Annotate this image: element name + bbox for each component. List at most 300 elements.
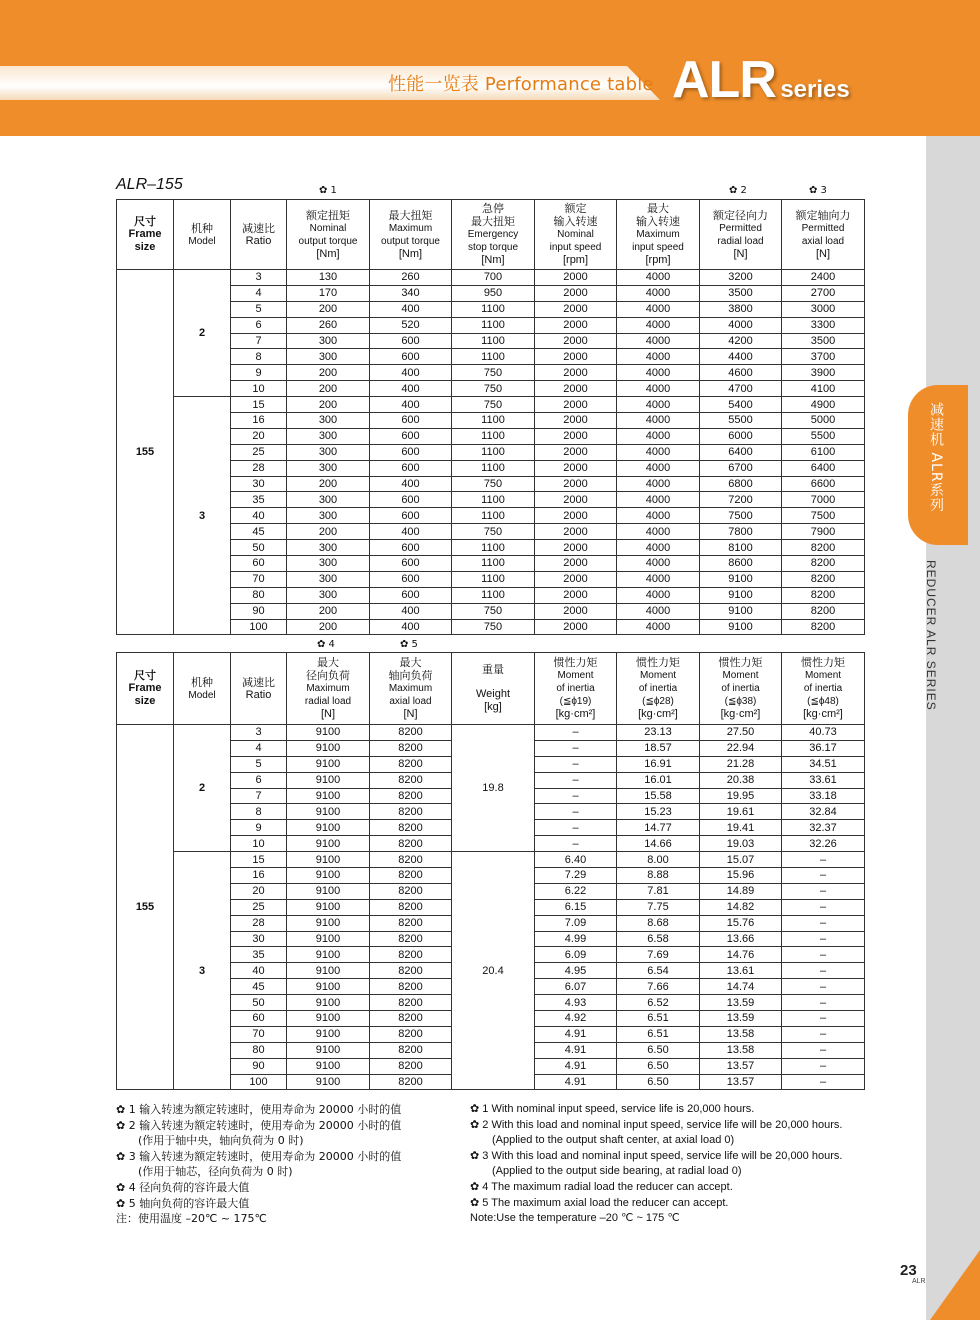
emergency-torque-cell: 1100 <box>452 301 535 317</box>
max-torque-cell: 520 <box>370 317 452 333</box>
axial-load-cell: 8200 <box>782 603 865 619</box>
max-axial-load-cell: 8200 <box>370 947 452 963</box>
nominal-torque-cell: 260 <box>287 317 370 333</box>
inertia-28-cell: 7.75 <box>617 899 700 915</box>
max-axial-load-cell: 8200 <box>370 740 452 756</box>
emergency-torque-cell: 750 <box>452 619 535 635</box>
ratio-cell: 70 <box>231 1026 287 1042</box>
max-torque-cell: 340 <box>370 285 452 301</box>
ratio-cell: 8 <box>231 804 287 820</box>
max-torque-cell: 400 <box>370 365 452 381</box>
footnote-mark-3: ✿ 3 <box>809 185 827 196</box>
inertia-19-cell: 6.15 <box>535 899 617 915</box>
nominal-speed-cell: 2000 <box>535 349 617 365</box>
max-axial-load-cell: 8200 <box>370 836 452 852</box>
axial-load-cell: 7500 <box>782 508 865 524</box>
emergency-torque-cell: 1100 <box>452 492 535 508</box>
max-speed-cell: 4000 <box>617 285 700 301</box>
inertia-48-cell: – <box>782 1011 865 1027</box>
max-torque-cell: 400 <box>370 476 452 492</box>
header-nominal-speed: 额定 输入转速 Nominal input speed [rpm] <box>535 200 617 270</box>
emergency-torque-cell: 1100 <box>452 587 535 603</box>
max-radial-load-cell: 9100 <box>287 899 370 915</box>
inertia-48-cell: – <box>782 899 865 915</box>
max-torque-cell: 600 <box>370 508 452 524</box>
max-radial-load-cell: 9100 <box>287 788 370 804</box>
emergency-torque-cell: 750 <box>452 365 535 381</box>
ratio-cell: 16 <box>231 413 287 429</box>
max-speed-cell: 4000 <box>617 413 700 429</box>
note-line: ✿ 3 With this load and nominal input speed, service life will be 20,000 hours. <box>470 1149 843 1162</box>
ratio-cell: 45 <box>231 979 287 995</box>
inertia-38-cell: 13.59 <box>700 995 782 1011</box>
ratio-cell: 50 <box>231 540 287 556</box>
nominal-speed-cell: 2000 <box>535 603 617 619</box>
nominal-speed-cell: 2000 <box>535 428 617 444</box>
inertia-38-cell: 13.66 <box>700 931 782 947</box>
header-nominal-torque: 额定扭矩 Nominal output torque [Nm] <box>287 200 370 270</box>
max-axial-load-cell: 8200 <box>370 772 452 788</box>
inertia-38-cell: 15.96 <box>700 868 782 884</box>
inertia-48-cell: – <box>782 915 865 931</box>
inertia-28-cell: 7.66 <box>617 979 700 995</box>
emergency-torque-cell: 1100 <box>452 317 535 333</box>
inertia-28-cell: 6.51 <box>617 1011 700 1027</box>
inertia-19-cell: 4.91 <box>535 1026 617 1042</box>
ratio-cell: 35 <box>231 492 287 508</box>
max-radial-load-cell: 9100 <box>287 1058 370 1074</box>
max-speed-cell: 4000 <box>617 619 700 635</box>
table-1-body <box>117 270 865 635</box>
nominal-torque-cell: 200 <box>287 619 370 635</box>
inertia-48-cell: 33.61 <box>782 772 865 788</box>
ratio-cell: 4 <box>231 285 287 301</box>
ratio-cell: 5 <box>231 756 287 772</box>
ratio-cell: 6 <box>231 317 287 333</box>
max-radial-load-cell: 9100 <box>287 868 370 884</box>
header-inertia-19: 惯性力矩 Moment of inertia (≦ϕ19) [kg·cm²] <box>535 653 617 725</box>
max-radial-load-cell: 9100 <box>287 931 370 947</box>
nominal-speed-cell: 2000 <box>535 460 617 476</box>
note-line: ✿ 4 The maximum radial load the reducer can accept. <box>470 1180 733 1193</box>
inertia-19-cell: – <box>535 725 617 741</box>
inertia-38-cell: 20.38 <box>700 772 782 788</box>
axial-load-cell: 7900 <box>782 524 865 540</box>
nominal-torque-cell: 200 <box>287 524 370 540</box>
max-radial-load-cell: 9100 <box>287 804 370 820</box>
emergency-torque-cell: 750 <box>452 476 535 492</box>
note-line: ✿ 1 With nominal input speed, service life is 20,000 hours. <box>470 1103 755 1115</box>
inertia-38-cell: 19.41 <box>700 820 782 836</box>
ratio-cell: 7 <box>231 333 287 349</box>
axial-load-cell: 2400 <box>782 270 865 286</box>
inertia-19-cell: – <box>535 820 617 836</box>
inertia-38-cell: 22.94 <box>700 740 782 756</box>
axial-load-cell: 3700 <box>782 349 865 365</box>
max-radial-load-cell: 9100 <box>287 852 370 868</box>
inertia-48-cell: – <box>782 947 865 963</box>
max-radial-load-cell: 9100 <box>287 820 370 836</box>
note-line: (Applied to the output side bearing, at radial load 0) <box>492 1165 742 1178</box>
max-axial-load-cell: 8200 <box>370 963 452 979</box>
ratio-cell: 5 <box>231 301 287 317</box>
max-torque-cell: 600 <box>370 444 452 460</box>
max-radial-load-cell: 9100 <box>287 1011 370 1027</box>
header-ratio: 减速比 Ratio <box>231 200 287 270</box>
max-speed-cell: 4000 <box>617 333 700 349</box>
radial-load-cell: 3500 <box>700 285 782 301</box>
inertia-38-cell: 19.95 <box>700 788 782 804</box>
axial-load-cell: 3500 <box>782 333 865 349</box>
max-radial-load-cell: 9100 <box>287 1074 370 1090</box>
inertia-19-cell: 6.22 <box>535 883 617 899</box>
ratio-cell: 30 <box>231 931 287 947</box>
max-radial-load-cell: 9100 <box>287 1042 370 1058</box>
inertia-19-cell: 4.91 <box>535 1042 617 1058</box>
radial-load-cell: 7500 <box>700 508 782 524</box>
inertia-48-cell: – <box>782 883 865 899</box>
table-row <box>117 852 865 868</box>
axial-load-cell: 8200 <box>782 587 865 603</box>
emergency-torque-cell: 1100 <box>452 556 535 572</box>
ratio-cell: 40 <box>231 963 287 979</box>
footnote-mark-2: ✿ 2 <box>729 185 747 196</box>
max-axial-load-cell: 8200 <box>370 1042 452 1058</box>
axial-load-cell: 7000 <box>782 492 865 508</box>
ratio-cell: 10 <box>231 381 287 397</box>
inertia-48-cell: – <box>782 1026 865 1042</box>
side-label-cn: 减速机 ALR系列 <box>928 402 944 513</box>
inertia-19-cell: – <box>535 804 617 820</box>
note-line: (作用于轴芯，径向负荷为 0 时) <box>138 1165 293 1179</box>
max-axial-load-cell: 8200 <box>370 1011 452 1027</box>
axial-load-cell: 2700 <box>782 285 865 301</box>
ratio-cell: 10 <box>231 836 287 852</box>
max-speed-cell: 4000 <box>617 571 700 587</box>
nominal-torque-cell: 170 <box>287 285 370 301</box>
inertia-48-cell: – <box>782 852 865 868</box>
inertia-28-cell: 15.58 <box>617 788 700 804</box>
nominal-torque-cell: 300 <box>287 508 370 524</box>
nominal-speed-cell: 2000 <box>535 476 617 492</box>
inertia-48-cell: 32.26 <box>782 836 865 852</box>
max-speed-cell: 4000 <box>617 444 700 460</box>
inertia-19-cell: 6.09 <box>535 947 617 963</box>
inertia-38-cell: 13.58 <box>700 1026 782 1042</box>
inertia-38-cell: 14.82 <box>700 899 782 915</box>
nominal-speed-cell: 2000 <box>535 381 617 397</box>
max-radial-load-cell: 9100 <box>287 995 370 1011</box>
max-axial-load-cell: 8200 <box>370 788 452 804</box>
max-axial-load-cell: 8200 <box>370 915 452 931</box>
axial-load-cell: 3000 <box>782 301 865 317</box>
inertia-48-cell: 40.73 <box>782 725 865 741</box>
radial-load-cell: 3800 <box>700 301 782 317</box>
radial-load-cell: 4000 <box>700 317 782 333</box>
model-cell: 2 <box>174 270 231 397</box>
inertia-28-cell: 16.91 <box>617 756 700 772</box>
ratio-cell: 50 <box>231 995 287 1011</box>
radial-load-cell: 8100 <box>700 540 782 556</box>
nominal-speed-cell: 2000 <box>535 285 617 301</box>
max-torque-cell: 600 <box>370 349 452 365</box>
radial-load-cell: 9100 <box>700 603 782 619</box>
emergency-torque-cell: 950 <box>452 285 535 301</box>
inertia-28-cell: 14.66 <box>617 836 700 852</box>
radial-load-cell: 6400 <box>700 444 782 460</box>
emergency-torque-cell: 750 <box>452 603 535 619</box>
ratio-cell: 60 <box>231 556 287 572</box>
nominal-torque-cell: 130 <box>287 270 370 286</box>
series-logo <box>672 50 850 110</box>
inertia-28-cell: 7.69 <box>617 947 700 963</box>
note-line: Note:Use the temperature –20 ℃ ~ 175 ℃ <box>470 1212 680 1225</box>
nominal-speed-cell: 2000 <box>535 587 617 603</box>
ratio-cell: 4 <box>231 740 287 756</box>
inertia-38-cell: 15.07 <box>700 852 782 868</box>
emergency-torque-cell: 1100 <box>452 508 535 524</box>
header-ratio: 减速比 Ratio <box>231 653 287 725</box>
max-speed-cell: 4000 <box>617 460 700 476</box>
ratio-cell: 20 <box>231 428 287 444</box>
inertia-28-cell: 6.58 <box>617 931 700 947</box>
note-line: (作用于轴中央，轴向负荷为 0 时) <box>138 1134 304 1148</box>
series-logo-sub: series <box>780 76 850 103</box>
inertia-19-cell: – <box>535 772 617 788</box>
nominal-torque-cell: 300 <box>287 492 370 508</box>
inertia-28-cell: 6.50 <box>617 1074 700 1090</box>
note-line: ✿ 4 径向负荷的容许最大值 <box>116 1180 250 1194</box>
notes-english <box>470 1102 842 1227</box>
emergency-torque-cell: 1100 <box>452 349 535 365</box>
frame-size-cell: 155 <box>117 725 174 1090</box>
header-max-torque: 最大扭矩 Maximum output torque [Nm] <box>370 200 452 270</box>
max-torque-cell: 600 <box>370 428 452 444</box>
radial-load-cell: 6700 <box>700 460 782 476</box>
footnote-mark-4: ✿ 4 <box>317 639 335 650</box>
max-radial-load-cell: 9100 <box>287 947 370 963</box>
header-model: 机种 Model <box>174 200 231 270</box>
table-2-body <box>117 725 865 1090</box>
page-corner <box>930 1250 980 1320</box>
axial-load-cell: 8200 <box>782 540 865 556</box>
nominal-speed-cell: 2000 <box>535 333 617 349</box>
emergency-torque-cell: 1100 <box>452 444 535 460</box>
max-radial-load-cell: 9100 <box>287 836 370 852</box>
side-strip <box>926 136 980 1320</box>
ratio-cell: 3 <box>231 270 287 286</box>
ratio-cell: 25 <box>231 899 287 915</box>
ratio-cell: 3 <box>231 725 287 741</box>
axial-load-cell: 8200 <box>782 556 865 572</box>
page-number: 23 <box>900 1262 917 1279</box>
inertia-38-cell: 13.58 <box>700 1042 782 1058</box>
note-line: (Applied to the output shaft center, at axial load 0) <box>492 1134 735 1147</box>
inertia-28-cell: 23.13 <box>617 725 700 741</box>
axial-load-cell: 8200 <box>782 571 865 587</box>
max-axial-load-cell: 8200 <box>370 931 452 947</box>
inertia-19-cell: – <box>535 756 617 772</box>
emergency-torque-cell: 1100 <box>452 333 535 349</box>
radial-load-cell: 5400 <box>700 397 782 413</box>
ratio-cell: 7 <box>231 788 287 804</box>
inertia-38-cell: 19.61 <box>700 804 782 820</box>
axial-load-cell: 5000 <box>782 413 865 429</box>
nominal-torque-cell: 300 <box>287 460 370 476</box>
inertia-48-cell: – <box>782 995 865 1011</box>
emergency-torque-cell: 700 <box>452 270 535 286</box>
max-axial-load-cell: 8200 <box>370 852 452 868</box>
model-title: ALR–155 <box>116 176 183 193</box>
axial-load-cell: 5500 <box>782 428 865 444</box>
note-line: ✿ 2 输入转速为额定转速时，使用寿命为 20000 小时的值 <box>116 1118 402 1132</box>
nominal-speed-cell: 2000 <box>535 540 617 556</box>
radial-load-cell: 9100 <box>700 571 782 587</box>
inertia-28-cell: 6.51 <box>617 1026 700 1042</box>
header-frame-size: 尺寸 Frame size <box>117 653 174 725</box>
max-radial-load-cell: 9100 <box>287 725 370 741</box>
nominal-torque-cell: 200 <box>287 381 370 397</box>
max-speed-cell: 4000 <box>617 397 700 413</box>
max-torque-cell: 600 <box>370 571 452 587</box>
max-axial-load-cell: 8200 <box>370 899 452 915</box>
inertia-38-cell: 19.03 <box>700 836 782 852</box>
inertia-38-cell: 13.59 <box>700 1011 782 1027</box>
note-line: ✿ 5 The maximum axial load the reducer can accept. <box>470 1196 729 1209</box>
radial-load-cell: 7800 <box>700 524 782 540</box>
header-emergency-torque: 急停 最大扭矩 Emergency stop torque [Nm] <box>452 200 535 270</box>
radial-load-cell: 6800 <box>700 476 782 492</box>
radial-load-cell: 3200 <box>700 270 782 286</box>
nominal-torque-cell: 200 <box>287 301 370 317</box>
max-radial-load-cell: 9100 <box>287 772 370 788</box>
weight-cell: 20.4 <box>452 852 535 1090</box>
inertia-19-cell: 7.29 <box>535 868 617 884</box>
nominal-torque-cell: 300 <box>287 333 370 349</box>
inertia-48-cell: – <box>782 979 865 995</box>
notes-chinese <box>116 1102 401 1227</box>
radial-load-cell: 4700 <box>700 381 782 397</box>
max-axial-load-cell: 8200 <box>370 995 452 1011</box>
nominal-torque-cell: 300 <box>287 428 370 444</box>
header-inertia-28: 惯性力矩 Moment of inertia (≦ϕ28) [kg·cm²] <box>617 653 700 725</box>
ratio-cell: 16 <box>231 868 287 884</box>
nominal-speed-cell: 2000 <box>535 413 617 429</box>
nominal-torque-cell: 300 <box>287 556 370 572</box>
ratio-cell: 60 <box>231 1011 287 1027</box>
inertia-28-cell: 8.00 <box>617 852 700 868</box>
inertia-19-cell: 4.93 <box>535 995 617 1011</box>
inertia-48-cell: – <box>782 1074 865 1090</box>
inertia-28-cell: 8.88 <box>617 868 700 884</box>
max-speed-cell: 4000 <box>617 381 700 397</box>
emergency-torque-cell: 1100 <box>452 413 535 429</box>
max-radial-load-cell: 9100 <box>287 883 370 899</box>
max-torque-cell: 400 <box>370 381 452 397</box>
emergency-torque-cell: 750 <box>452 381 535 397</box>
max-axial-load-cell: 8200 <box>370 868 452 884</box>
max-radial-load-cell: 9100 <box>287 979 370 995</box>
radial-load-cell: 5500 <box>700 413 782 429</box>
ratio-cell: 6 <box>231 772 287 788</box>
max-axial-load-cell: 8200 <box>370 1074 452 1090</box>
inertia-48-cell: – <box>782 868 865 884</box>
radial-load-cell: 6000 <box>700 428 782 444</box>
weight-cell: 19.8 <box>452 725 535 852</box>
inertia-38-cell: 21.28 <box>700 756 782 772</box>
nominal-torque-cell: 300 <box>287 349 370 365</box>
axial-load-cell: 6600 <box>782 476 865 492</box>
inertia-19-cell: – <box>535 836 617 852</box>
ratio-cell: 100 <box>231 1074 287 1090</box>
max-torque-cell: 400 <box>370 603 452 619</box>
inertia-48-cell: 34.51 <box>782 756 865 772</box>
inertia-28-cell: 8.68 <box>617 915 700 931</box>
radial-load-cell: 8600 <box>700 556 782 572</box>
nominal-speed-cell: 2000 <box>535 317 617 333</box>
max-torque-cell: 600 <box>370 333 452 349</box>
inertia-48-cell: – <box>782 931 865 947</box>
nominal-speed-cell: 2000 <box>535 301 617 317</box>
max-torque-cell: 400 <box>370 524 452 540</box>
emergency-torque-cell: 1100 <box>452 428 535 444</box>
max-torque-cell: 400 <box>370 397 452 413</box>
max-axial-load-cell: 8200 <box>370 804 452 820</box>
max-speed-cell: 4000 <box>617 476 700 492</box>
header-model: 机种 Model <box>174 653 231 725</box>
inertia-28-cell: 7.81 <box>617 883 700 899</box>
page-title: 性能一览表 Performance table <box>388 74 654 95</box>
max-speed-cell: 4000 <box>617 492 700 508</box>
axial-load-cell: 3900 <box>782 365 865 381</box>
footnote-mark-1: ✿ 1 <box>319 185 337 196</box>
performance-table-1 <box>116 199 865 635</box>
inertia-19-cell: 4.92 <box>535 1011 617 1027</box>
ratio-cell: 90 <box>231 603 287 619</box>
inertia-38-cell: 14.74 <box>700 979 782 995</box>
max-torque-cell: 400 <box>370 619 452 635</box>
ratio-cell: 8 <box>231 349 287 365</box>
nominal-speed-cell: 2000 <box>535 270 617 286</box>
ratio-cell: 9 <box>231 365 287 381</box>
header-frame-size: 尺寸 Frame size <box>117 200 174 270</box>
max-speed-cell: 4000 <box>617 540 700 556</box>
model-cell: 2 <box>174 725 231 852</box>
radial-load-cell: 4400 <box>700 349 782 365</box>
ratio-cell: 45 <box>231 524 287 540</box>
inertia-48-cell: 36.17 <box>782 740 865 756</box>
inertia-38-cell: 27.50 <box>700 725 782 741</box>
model-cell: 3 <box>174 397 231 635</box>
footnote-mark-5: ✿ 5 <box>400 639 418 650</box>
nominal-torque-cell: 300 <box>287 444 370 460</box>
header-max-speed: 最大 输入转速 Maximum input speed [rpm] <box>617 200 700 270</box>
nominal-torque-cell: 300 <box>287 571 370 587</box>
ratio-cell: 35 <box>231 947 287 963</box>
nominal-speed-cell: 2000 <box>535 508 617 524</box>
axial-load-cell: 4100 <box>782 381 865 397</box>
inertia-19-cell: – <box>535 740 617 756</box>
emergency-torque-cell: 1100 <box>452 571 535 587</box>
nominal-speed-cell: 2000 <box>535 444 617 460</box>
emergency-torque-cell: 750 <box>452 524 535 540</box>
nominal-torque-cell: 200 <box>287 365 370 381</box>
inertia-28-cell: 15.23 <box>617 804 700 820</box>
inertia-28-cell: 16.01 <box>617 772 700 788</box>
header-inertia-48: 惯性力矩 Moment of inertia (≦ϕ48) [kg·cm²] <box>782 653 865 725</box>
inertia-48-cell: – <box>782 963 865 979</box>
header-max-radial-load: 最大 径向负荷 Maximum radial load [N] <box>287 653 370 725</box>
